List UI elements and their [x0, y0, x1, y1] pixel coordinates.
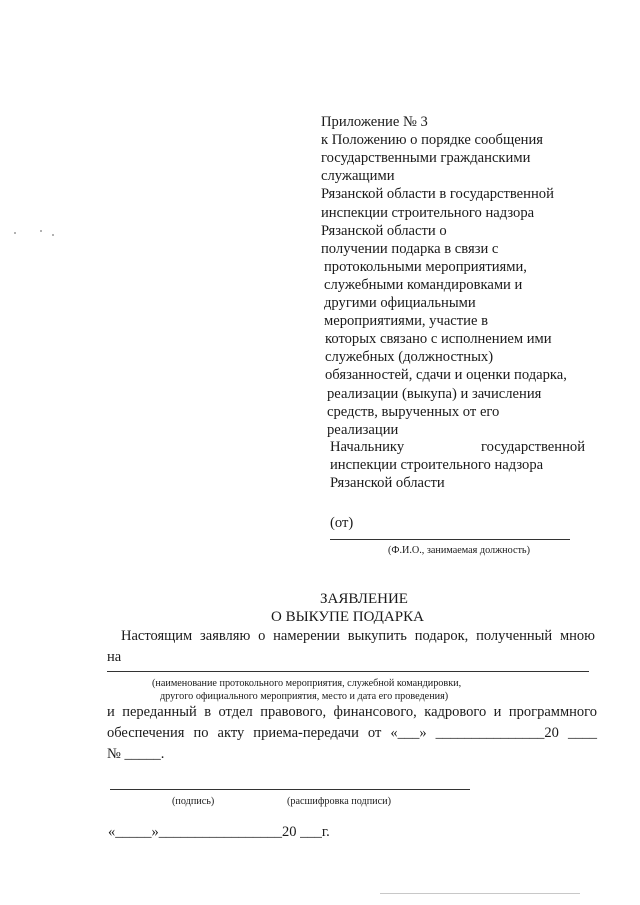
from-label: (от) — [330, 515, 354, 531]
appendix-line: служебных (должностных) — [325, 349, 494, 365]
body-line1: Настоящим заявляю о намерении выкупить подарок, полученный мною — [121, 628, 595, 644]
addressee-line2: инспекции строительного надзора — [330, 457, 544, 473]
decode-caption: (расшифровка подписи) — [287, 796, 391, 807]
appendix-line: протокольными мероприятиями, — [324, 259, 527, 275]
signature-caption: (подпись) — [172, 796, 215, 807]
appendix-line: к Положению о порядке сообщения — [321, 132, 544, 148]
appendix-line: средств, вырученных от его — [327, 404, 500, 420]
appendix-line: Приложение № 3 — [321, 114, 428, 130]
event-line — [107, 671, 589, 672]
scan-speck — [40, 230, 42, 232]
appendix-line: другими официальными — [324, 295, 476, 311]
body-line3: и переданный в отдел правового, финансового, кадрового и программного — [107, 704, 597, 720]
addressee-line1-left: Начальнику — [330, 439, 405, 455]
appendix-line: служащими — [321, 168, 395, 184]
appendix-line: Рязанской области в государственной — [321, 186, 554, 202]
addressee-line3: Рязанской области — [330, 475, 445, 491]
appendix-line: мероприятиями, участие в — [324, 313, 488, 329]
appendix-line: которых связано с исполнением ими — [325, 331, 552, 347]
appendix-line: Рязанской области о — [321, 223, 447, 239]
signature-line — [110, 789, 470, 790]
body-line2: на — [107, 649, 122, 665]
event-caption1: (наименование протокольного мероприятия, служебной командировки, — [152, 678, 462, 689]
addressee-line1-right: государственной — [481, 439, 586, 455]
title-line1: ЗАЯВЛЕНИЕ — [320, 591, 408, 607]
appendix-line: реализации — [327, 422, 399, 438]
body-line4: обеспечения по акту приема-передачи от «___» _______________20 ____ — [107, 725, 597, 741]
body-line5: № _____. — [107, 746, 165, 762]
appendix-line: получении подарка в связи с — [321, 241, 499, 257]
title-line2: О ВЫКУПЕ ПОДАРКА — [271, 609, 424, 625]
event-caption2: другого официального мероприятия, место и дата его проведения) — [160, 691, 449, 702]
date-line: «_____»_________________20 ___г. — [108, 824, 330, 840]
scan-speck — [52, 234, 54, 236]
appendix-line: обязанностей, сдачи и оценки подарка, — [325, 367, 567, 383]
scan-speck — [14, 232, 16, 234]
scan-edge — [380, 893, 580, 894]
fio-caption: (Ф.И.О., занимаемая должность) — [388, 545, 530, 556]
appendix-line: инспекции строительного надзора — [321, 205, 535, 221]
fio-line — [330, 539, 570, 540]
appendix-line: реализации (выкупа) и зачисления — [327, 386, 542, 402]
appendix-line: служебными командировками и — [324, 277, 523, 293]
appendix-line: государственными гражданскими — [321, 150, 531, 166]
